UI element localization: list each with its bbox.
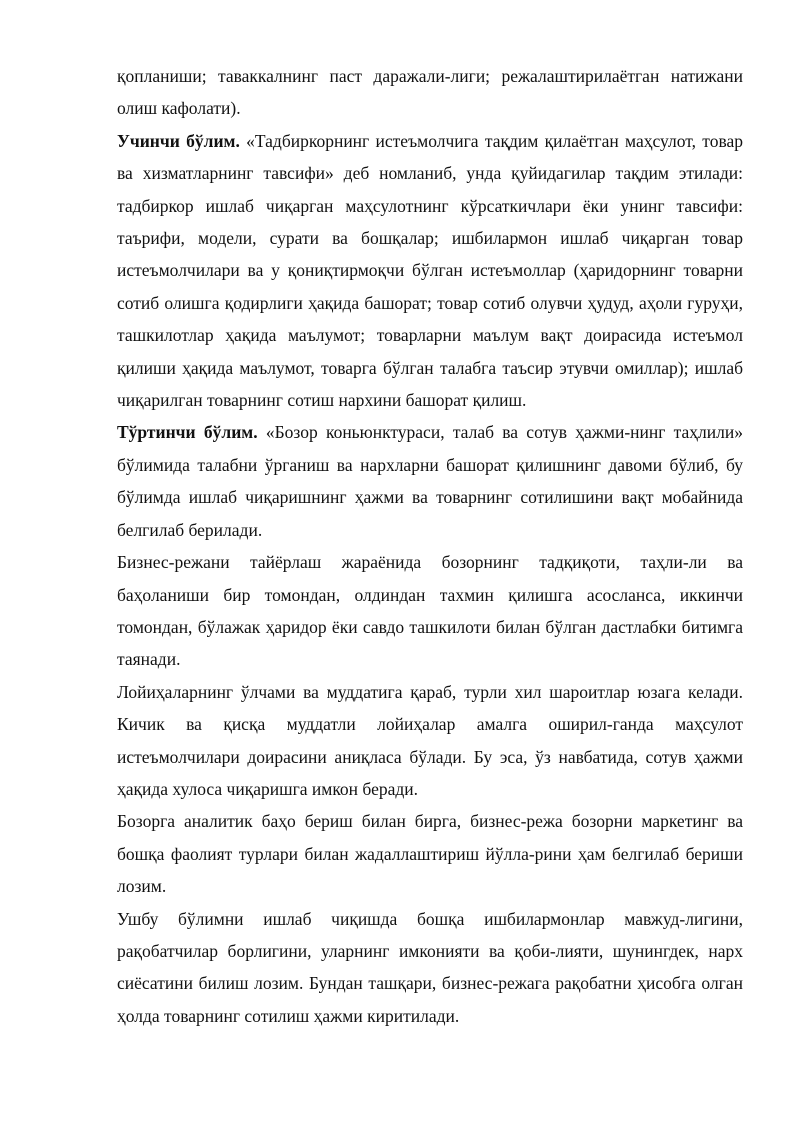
paragraph-risk-continuation [117,60,743,125]
paragraph-project-size [117,676,743,806]
paragraph-text: қопланиши; таваккалнинг паст даражали-лиги; режалаштирилаётган натижани олиш кафолати). [117,66,743,119]
paragraph-text: «Бозор коньюнктураси, талаб ва сотув ҳажми-нинг таҳлили» бўлимида талабни ўрганиш ва нархларни башорат қилишнинг давоми бўлиб, бу бўлимда ишлаб чиқаришнинг ҳажми ва товарнинг сотилишини вақт мобайнида белгилаб берилади. [117,422,743,540]
paragraph-market-research [117,546,743,676]
paragraph-text: «Тадбиркорнинг истеъмолчига тақдим қилаётган маҳсулот, товар ва хизматларнинг тавсифи» деб номланиб, унда қуйидагилар тақдим этилади: тадбиркор ишлаб чиқарган маҳсулотнинг кўрсаткичлари ёки унинг тавсифи: таърифи, модели, сурати ва бошқалар; ишбилармон ишлаб чиқарган товар истеъмолчилари ва у қониқтирмоқчи бўлган истеъмоллар (ҳаридорнинг товарни сотиб олишга қодирлиги ҳақида башорат; товар сотиб олувчи ҳудуд, аҳоли гуруҳи, ташкилотлар ҳақида маълумот; товарларни маълум вақт доирасида истеъмол қилиши ҳақида маълумот, товарга бўлган талабга таъсир этувчи омиллар); ишлаб чиқарилган товарнинг сотиш нархини башорат қилиш. [117,130,743,411]
paragraph-section-four [117,416,743,546]
document-page [117,60,743,1032]
paragraph-text: Лойиҳаларнинг ўлчами ва муддатига қараб, турли хил шароитлар юзага келади. Кичик ва қисқа муддатли лойиҳалар амалга оширил-ганда маҳсулот истеъмолчилари доирасини аниқласа бўлади. Бу эса, ўз навбатида, сотув ҳажми ҳақида хулоса чиқаришга имкон беради. [117,681,743,799]
paragraph-competition [117,903,743,1033]
section-four-heading: Тўртинчи бўлим. [117,422,258,443]
section-three-heading: Учинчи бўлим. [117,130,240,151]
paragraph-text: Ушбу бўлимни ишлаб чиқишда бошқа ишбилармонлар мавжуд-лигини, рақобатчилар борлигини, уларнинг имконияти ва қоби-лияти, шунингдек, нарх сиёсатини билиш лозим. Бундан ташқари, бизнес-режага рақобатни ҳисобга олган ҳолда товарнинг сотилиш ҳажми киритилади. [117,908,743,1026]
paragraph-market-assessment [117,805,743,902]
paragraph-text: Бизнес-режани тайёрлаш жараёнида бозорнинг тадқиқоти, таҳли-ли ва баҳоланиши бир томондан, олдиндан тахмин қилишга асосланса, иккинчи томондан, бўлажак ҳаридор ёки савдо ташкилоти билан бўлган дастлабки битимга таянади. [117,552,743,670]
paragraph-section-three [117,125,743,417]
paragraph-text: Бозорга аналитик баҳо бериш билан бирга, бизнес-режа бозорни маркетинг ва бошқа фаолият турлари билан жадаллаштириш йўлла-рини ҳам белгилаб бериши лозим. [117,811,743,897]
